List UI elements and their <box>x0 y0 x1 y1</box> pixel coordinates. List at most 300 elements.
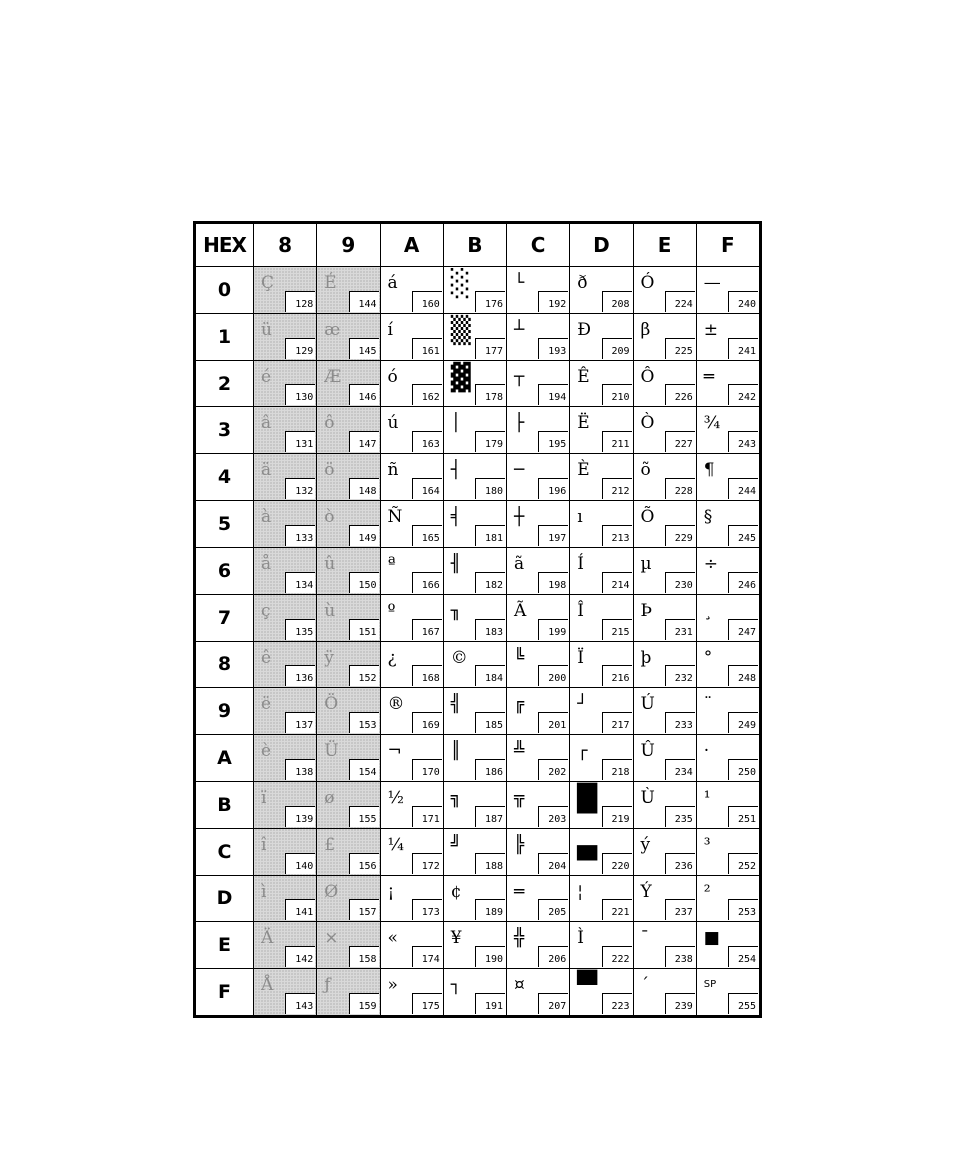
character-glyph: SP <box>703 979 717 991</box>
decimal-code-label: 177 <box>475 338 505 359</box>
decimal-code-label: 139 <box>285 806 315 827</box>
code-cell <box>696 547 759 594</box>
code-cell <box>254 313 317 360</box>
table-row <box>196 688 760 735</box>
decimal-code-label: 254 <box>728 946 758 967</box>
decimal-code-label: 192 <box>538 291 568 312</box>
table-row <box>196 360 760 407</box>
code-cell <box>380 454 443 501</box>
table-row <box>196 501 760 548</box>
character-glyph: ² <box>703 881 711 902</box>
decimal-code-label: 203 <box>538 806 568 827</box>
decimal-code-label: 179 <box>475 431 505 452</box>
character-glyph: ç <box>261 600 271 621</box>
code-cell <box>633 641 696 688</box>
decimal-code-label: 151 <box>349 619 379 640</box>
decimal-code-label: 170 <box>412 759 442 780</box>
code-cell <box>507 781 570 828</box>
decimal-code-label: 146 <box>349 384 379 405</box>
row-header: 4 <box>196 454 254 501</box>
decimal-code-label: 164 <box>412 478 442 499</box>
code-cell <box>380 688 443 735</box>
character-glyph: █ <box>577 783 598 814</box>
decimal-code-label: 186 <box>475 759 505 780</box>
decimal-code-label: 190 <box>475 946 505 967</box>
character-glyph: × <box>324 928 339 949</box>
code-cell <box>570 267 633 314</box>
character-glyph: ¾ <box>703 413 721 434</box>
decimal-code-label: 233 <box>665 712 695 733</box>
code-cell <box>254 735 317 782</box>
character-glyph: ¯ <box>640 928 649 949</box>
character-glyph: è <box>261 741 272 762</box>
character-glyph: õ <box>640 460 651 481</box>
row-header: D <box>196 875 254 922</box>
code-cell <box>317 360 380 407</box>
character-glyph: └ <box>514 273 525 293</box>
character-glyph: ÷ <box>703 553 718 574</box>
character-glyph: ä <box>261 460 272 481</box>
character-glyph: ¿ <box>387 647 397 668</box>
code-cell <box>507 828 570 875</box>
table-row <box>196 641 760 688</box>
row-header: 0 <box>196 267 254 314</box>
code-cell <box>507 875 570 922</box>
character-glyph: û <box>324 553 336 574</box>
decimal-code-label: 224 <box>665 291 695 312</box>
character-glyph: ╬ <box>514 928 525 949</box>
decimal-code-label: 141 <box>285 899 315 920</box>
decimal-code-label: 232 <box>665 665 695 686</box>
code-cell <box>696 594 759 641</box>
decimal-code-label: 208 <box>602 291 632 312</box>
decimal-code-label: 145 <box>349 338 379 359</box>
character-glyph: Í <box>577 553 584 574</box>
character-glyph: ░ <box>450 269 471 299</box>
code-cell <box>317 547 380 594</box>
decimal-code-label: 201 <box>538 712 568 733</box>
decimal-code-label: 217 <box>602 712 632 733</box>
character-glyph: ┬ <box>514 366 525 387</box>
character-glyph: ± <box>703 319 718 340</box>
character-glyph: ¤ <box>514 975 525 996</box>
code-cell <box>633 828 696 875</box>
character-glyph: ┘ <box>577 694 588 715</box>
decimal-code-label: 228 <box>665 478 695 499</box>
character-glyph: Ê <box>577 366 590 387</box>
code-cell <box>443 407 506 454</box>
code-cell <box>633 267 696 314</box>
decimal-code-label: 159 <box>349 993 379 1014</box>
character-glyph: å <box>261 553 272 574</box>
header-row <box>196 224 760 267</box>
code-cell <box>254 407 317 454</box>
column-header-f: F <box>696 224 759 267</box>
character-glyph: ┤ <box>450 460 461 481</box>
code-cell <box>443 735 506 782</box>
decimal-code-label: 213 <box>602 525 632 546</box>
code-cell <box>570 688 633 735</box>
decimal-code-label: 206 <box>538 946 568 967</box>
character-glyph: ¢ <box>450 881 462 902</box>
code-cell <box>380 594 443 641</box>
code-cell <box>317 969 380 1016</box>
character-glyph: ■ <box>703 928 720 949</box>
character-glyph: ª <box>387 553 396 574</box>
decimal-code-label: 212 <box>602 478 632 499</box>
character-glyph: ▒ <box>450 315 471 346</box>
character-glyph: Ö <box>324 694 339 715</box>
row-header: 6 <box>196 547 254 594</box>
code-cell <box>380 735 443 782</box>
decimal-code-label: 133 <box>285 525 315 546</box>
code-cell <box>317 688 380 735</box>
decimal-code-label: 175 <box>412 993 442 1014</box>
decimal-code-label: 222 <box>602 946 632 967</box>
code-cell <box>633 969 696 1016</box>
decimal-code-label: 172 <box>412 853 442 874</box>
character-glyph: Ô <box>640 366 655 387</box>
decimal-code-label: 207 <box>538 993 568 1014</box>
decimal-code-label: 241 <box>728 338 758 359</box>
decimal-code-label: 235 <box>665 806 695 827</box>
code-cell <box>443 969 506 1016</box>
character-glyph: ╝ <box>450 834 461 855</box>
character-glyph: È <box>577 460 590 481</box>
grid-body <box>196 267 760 1016</box>
code-cell <box>443 641 506 688</box>
decimal-code-label: 252 <box>728 853 758 874</box>
code-cell <box>570 875 633 922</box>
row-header: E <box>196 922 254 969</box>
code-cell <box>443 313 506 360</box>
character-glyph: Ì <box>577 928 584 949</box>
code-cell <box>633 501 696 548</box>
code-cell <box>317 313 380 360</box>
decimal-code-label: 205 <box>538 899 568 920</box>
code-cell <box>507 641 570 688</box>
character-glyph: ╢ <box>450 553 461 574</box>
code-cell <box>507 969 570 1016</box>
code-cell <box>570 547 633 594</box>
code-cell <box>696 922 759 969</box>
code-cell <box>633 688 696 735</box>
character-glyph: ³ <box>703 834 711 855</box>
character-glyph: æ <box>324 319 341 340</box>
character-glyph: ╗ <box>450 787 461 808</box>
decimal-code-label: 246 <box>728 572 758 593</box>
row-header: 3 <box>196 407 254 454</box>
code-cell <box>696 781 759 828</box>
row-header: 5 <box>196 501 254 548</box>
decimal-code-label: 174 <box>412 946 442 967</box>
character-glyph: ƒ <box>324 975 331 996</box>
decimal-code-label: 188 <box>475 853 505 874</box>
decimal-code-label: 244 <box>728 478 758 499</box>
row-header: 2 <box>196 360 254 407</box>
character-glyph: ó <box>387 366 398 387</box>
code-cell <box>507 407 570 454</box>
decimal-code-label: 218 <box>602 759 632 780</box>
table-row <box>196 735 760 782</box>
code-cell <box>443 828 506 875</box>
character-glyph: Ù <box>640 787 655 808</box>
table-row <box>196 781 760 828</box>
table-row <box>196 313 760 360</box>
decimal-code-label: 194 <box>538 384 568 405</box>
decimal-code-label: 138 <box>285 759 315 780</box>
character-glyph: ┼ <box>514 507 525 528</box>
code-cell <box>254 594 317 641</box>
code-cell <box>317 267 380 314</box>
code-cell <box>570 735 633 782</box>
decimal-code-label: 184 <box>475 665 505 686</box>
decimal-code-label: 210 <box>602 384 632 405</box>
code-cell <box>443 360 506 407</box>
code-cell <box>443 594 506 641</box>
character-glyph: Ð <box>577 319 591 340</box>
decimal-code-label: 237 <box>665 899 695 920</box>
decimal-code-label: 163 <box>412 431 442 452</box>
code-cell <box>633 781 696 828</box>
code-cell <box>507 735 570 782</box>
character-glyph: ¡ <box>387 881 395 902</box>
code-cell <box>380 547 443 594</box>
code-cell <box>317 407 380 454</box>
code-cell <box>633 313 696 360</box>
decimal-code-label: 251 <box>728 806 758 827</box>
character-glyph: ═ <box>514 881 525 902</box>
character-glyph: ð <box>577 273 588 293</box>
character-glyph: ╡ <box>450 507 461 528</box>
decimal-code-label: 149 <box>349 525 379 546</box>
character-glyph: ¥ <box>450 928 462 949</box>
character-glyph: ù <box>324 600 336 621</box>
decimal-code-label: 230 <box>665 572 695 593</box>
code-cell <box>254 688 317 735</box>
decimal-code-label: 243 <box>728 431 758 452</box>
code-cell <box>317 641 380 688</box>
code-cell <box>570 641 633 688</box>
code-cell <box>696 641 759 688</box>
decimal-code-label: 130 <box>285 384 315 405</box>
code-cell <box>633 735 696 782</box>
decimal-code-label: 216 <box>602 665 632 686</box>
decimal-code-label: 143 <box>285 993 315 1014</box>
character-glyph: ø <box>324 787 335 808</box>
decimal-code-label: 161 <box>412 338 442 359</box>
row-header: 9 <box>196 688 254 735</box>
code-cell <box>696 688 759 735</box>
decimal-code-label: 196 <box>538 478 568 499</box>
code-cell <box>443 501 506 548</box>
character-glyph: » <box>387 975 398 996</box>
character-glyph: ╩ <box>514 741 525 762</box>
code-cell <box>317 735 380 782</box>
character-glyph: § <box>703 507 713 528</box>
decimal-code-label: 242 <box>728 384 758 405</box>
decimal-code-label: 154 <box>349 759 379 780</box>
character-glyph: ò <box>324 507 335 528</box>
character-glyph: ê <box>261 647 272 668</box>
character-glyph: Ü <box>324 741 339 762</box>
decimal-code-label: 167 <box>412 619 442 640</box>
character-glyph: ║ <box>450 741 461 762</box>
code-cell <box>507 267 570 314</box>
decimal-code-label: 176 <box>475 291 505 312</box>
code-cell <box>380 922 443 969</box>
code-cell <box>570 407 633 454</box>
code-cell <box>507 547 570 594</box>
character-glyph: É <box>324 273 337 293</box>
code-cell <box>380 875 443 922</box>
code-cell <box>443 781 506 828</box>
column-header-c: C <box>507 224 570 267</box>
code-grid <box>195 223 760 1016</box>
decimal-code-label: 142 <box>285 946 315 967</box>
table-row <box>196 828 760 875</box>
character-glyph: ý <box>640 834 651 855</box>
character-glyph: ▄ <box>577 830 598 861</box>
decimal-code-label: 150 <box>349 572 379 593</box>
row-header: 7 <box>196 594 254 641</box>
character-glyph: ¬ <box>387 741 402 762</box>
character-glyph: Ë <box>577 413 590 434</box>
decimal-code-label: 214 <box>602 572 632 593</box>
character-glyph: Ç <box>261 273 275 293</box>
decimal-code-label: 183 <box>475 619 505 640</box>
decimal-code-label: 195 <box>538 431 568 452</box>
character-glyph: ¦ <box>577 881 583 902</box>
decimal-code-label: 225 <box>665 338 695 359</box>
character-glyph: ° <box>703 647 713 668</box>
character-glyph: Ñ <box>387 507 403 528</box>
code-cell <box>696 407 759 454</box>
decimal-code-label: 234 <box>665 759 695 780</box>
decimal-code-label: 153 <box>349 712 379 733</box>
code-cell <box>570 969 633 1016</box>
code-cell <box>507 360 570 407</box>
code-cell <box>254 969 317 1016</box>
code-cell <box>507 688 570 735</box>
character-glyph: í <box>387 319 393 340</box>
decimal-code-label: 250 <box>728 759 758 780</box>
decimal-code-label: 136 <box>285 665 315 686</box>
code-cell <box>570 922 633 969</box>
character-glyph: ü <box>261 319 272 340</box>
character-glyph: ú <box>387 413 399 434</box>
code-cell <box>380 969 443 1016</box>
decimal-code-label: 157 <box>349 899 379 920</box>
character-glyph: ¼ <box>387 834 404 855</box>
character-glyph: « <box>387 928 398 949</box>
code-cell <box>443 267 506 314</box>
character-glyph: ═ <box>703 366 714 387</box>
decimal-code-label: 229 <box>665 525 695 546</box>
decimal-code-label: 220 <box>602 853 632 874</box>
code-cell <box>443 688 506 735</box>
decimal-code-label: 198 <box>538 572 568 593</box>
decimal-code-label: 173 <box>412 899 442 920</box>
decimal-code-label: 223 <box>602 993 632 1014</box>
decimal-code-label: 185 <box>475 712 505 733</box>
character-glyph: á <box>387 273 398 293</box>
column-header-8: 8 <box>254 224 317 267</box>
decimal-code-label: 132 <box>285 478 315 499</box>
character-glyph: â <box>261 413 272 434</box>
decimal-code-label: 128 <box>285 291 315 312</box>
character-glyph: º <box>387 600 396 621</box>
character-glyph: · <box>703 741 710 762</box>
character-glyph: Õ <box>640 507 655 528</box>
decimal-code-label: 144 <box>349 291 379 312</box>
character-glyph: Ã <box>514 600 527 621</box>
character-glyph: Û <box>640 741 655 762</box>
decimal-code-label: 209 <box>602 338 632 359</box>
character-glyph: Ø <box>324 881 339 902</box>
code-cell <box>570 360 633 407</box>
code-cell <box>254 454 317 501</box>
decimal-code-label: 255 <box>728 993 758 1014</box>
code-cell <box>254 828 317 875</box>
character-glyph: ¸ <box>703 600 713 621</box>
code-cell <box>696 828 759 875</box>
decimal-code-label: 140 <box>285 853 315 874</box>
decimal-code-label: 148 <box>349 478 379 499</box>
code-cell <box>633 407 696 454</box>
character-glyph: ö <box>324 460 335 481</box>
character-glyph: │ <box>450 413 461 434</box>
character-glyph: ´ <box>640 975 649 996</box>
character-glyph: ñ <box>387 460 399 481</box>
table-row <box>196 969 760 1016</box>
code-cell <box>507 594 570 641</box>
character-glyph: ╦ <box>514 787 525 808</box>
decimal-code-label: 245 <box>728 525 758 546</box>
character-glyph: ® <box>387 694 405 715</box>
code-cell <box>696 875 759 922</box>
code-cell <box>696 969 759 1016</box>
code-cell <box>380 828 443 875</box>
code-cell <box>633 454 696 501</box>
decimal-code-label: 171 <box>412 806 442 827</box>
code-cell <box>570 781 633 828</box>
code-cell <box>696 313 759 360</box>
character-glyph: ı <box>577 507 583 528</box>
character-glyph: Ú <box>640 694 655 715</box>
code-cell <box>317 454 380 501</box>
character-glyph: ┌ <box>577 741 588 762</box>
code-cell <box>507 922 570 969</box>
decimal-code-label: 166 <box>412 572 442 593</box>
decimal-code-label: 231 <box>665 619 695 640</box>
character-glyph: ô <box>324 413 335 434</box>
code-cell <box>633 922 696 969</box>
table-row <box>196 547 760 594</box>
decimal-code-label: 239 <box>665 993 695 1014</box>
code-cell <box>380 360 443 407</box>
decimal-code-label: 169 <box>412 712 442 733</box>
decimal-code-label: 238 <box>665 946 695 967</box>
code-cell <box>696 267 759 314</box>
code-cell <box>254 641 317 688</box>
decimal-code-label: 134 <box>285 572 315 593</box>
decimal-code-label: 248 <box>728 665 758 686</box>
decimal-code-label: 156 <box>349 853 379 874</box>
code-cell <box>570 594 633 641</box>
column-header-a: A <box>380 224 443 267</box>
decimal-code-label: 193 <box>538 338 568 359</box>
